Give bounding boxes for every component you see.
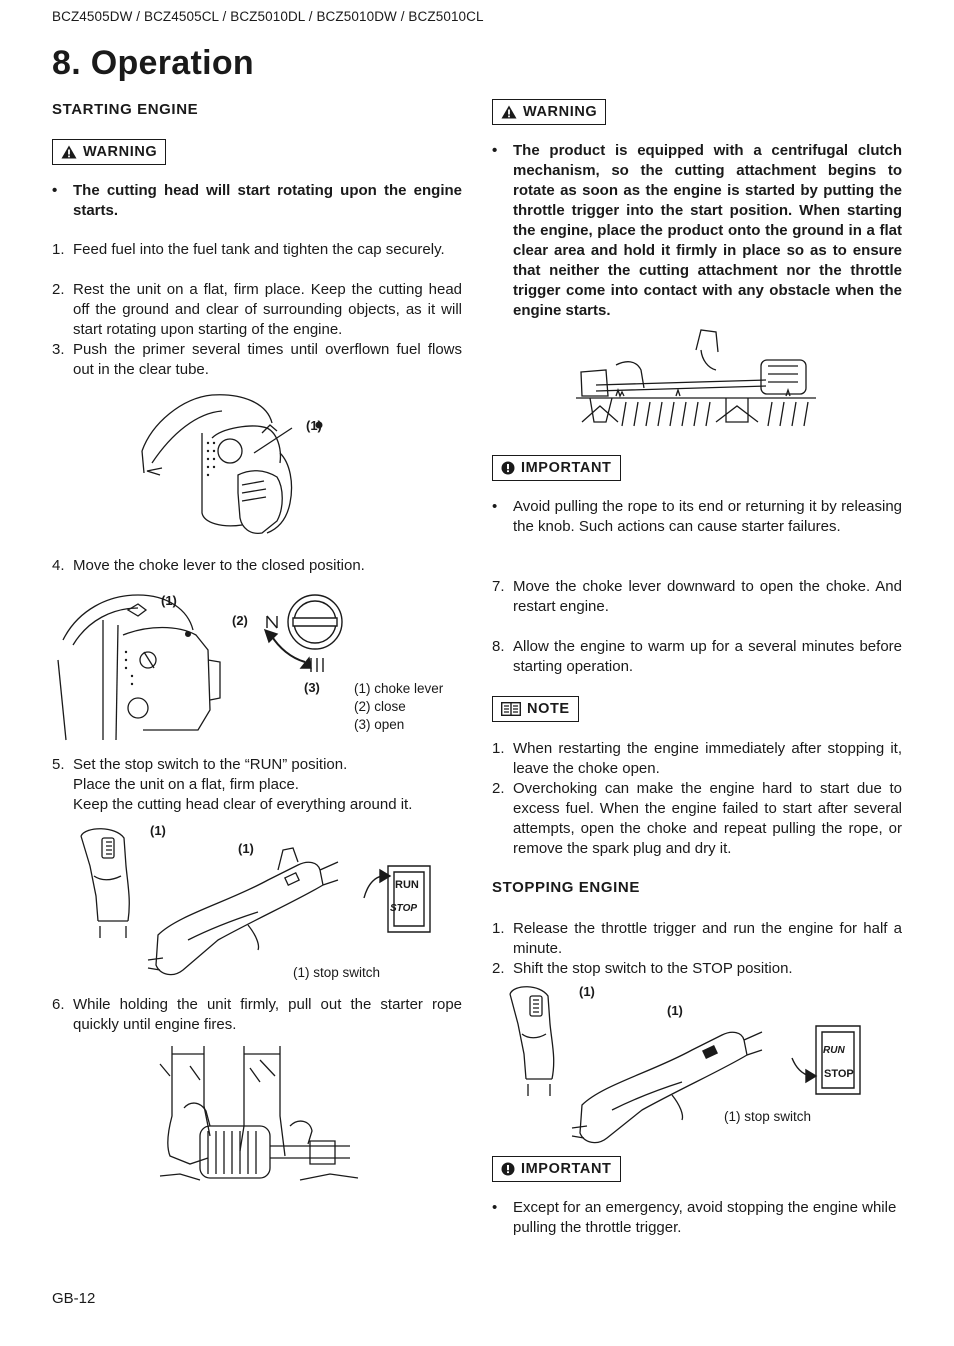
warning-label: WARNING xyxy=(523,104,598,120)
step-text: Push the primer several times until overflown fuel flows out in the clear tube. xyxy=(73,341,462,378)
step-number: 2. xyxy=(52,281,65,298)
fig3-caption: (1) stop switch xyxy=(293,965,381,980)
important-bullet xyxy=(492,497,902,537)
note-label: NOTE xyxy=(527,701,570,717)
step-text: Rest the unit on a flat, firm place. Keep the cutting head off the ground and clear of surrounding objects, as it will start rotating upon starting of the engine. xyxy=(73,281,462,338)
fig2-label-3: (3) xyxy=(304,680,320,695)
step-5-line-3: Keep the cutting head clear of everything around it. xyxy=(73,796,413,813)
step-5 xyxy=(52,755,462,815)
fig1-label-1: (1) xyxy=(306,418,322,433)
fig3-label-1: (1) xyxy=(150,823,166,838)
starting-engine-heading: STARTING ENGINE xyxy=(52,101,199,118)
choke-knob-diagram xyxy=(257,590,367,678)
note-number: 2. xyxy=(492,780,505,797)
step-text: Release the throttle trigger and run the engine for half a minute. xyxy=(513,920,902,957)
throttle-handle-illustration xyxy=(572,1020,762,1150)
fig4-label-1b: (1) xyxy=(667,1003,683,1018)
step-number: 6. xyxy=(52,996,65,1013)
step-5-line-1: Set the stop switch to the “RUN” position. xyxy=(73,756,348,773)
step-number: 8. xyxy=(492,638,505,655)
fig2-label-1: (1) xyxy=(161,593,177,608)
important-label: IMPORTANT xyxy=(521,460,612,476)
step-text: Allow the engine to warm up for a several minutes before starting operation. xyxy=(513,638,902,675)
step-number: 2. xyxy=(492,960,505,977)
step-1 xyxy=(52,240,462,260)
warning-badge-right xyxy=(492,99,606,125)
step-text: While holding the unit firmly, pull out the starter rope quickly until engine fires. xyxy=(73,996,462,1033)
important-bullet-text: Avoid pulling the rope to its end or returning it by releasing the knob. Such actions can cause starter failures. xyxy=(513,498,902,535)
header-models: BCZ4505DW / BCZ4505CL / BCZ5010DL / BCZ5010DW / BCZ5010CL xyxy=(52,9,484,24)
choke-lever-illustration xyxy=(58,590,228,742)
stopping-engine-heading: STOPPING ENGINE xyxy=(492,879,640,896)
handle-grip-illustration xyxy=(76,826,148,938)
exclamation-circle-icon xyxy=(501,1162,515,1176)
step-4 xyxy=(52,556,462,576)
note-2 xyxy=(492,779,902,859)
exclamation-circle-icon xyxy=(501,461,515,475)
page-title: 8. Operation xyxy=(52,44,254,82)
fig2-caption-2: (2) close xyxy=(354,699,406,714)
step-5-line-2: Place the unit on a flat, firm place. xyxy=(73,776,299,793)
step-number: 3. xyxy=(52,341,65,358)
fig4-caption: (1) stop switch xyxy=(724,1109,812,1124)
step-7 xyxy=(492,577,902,617)
important-badge xyxy=(492,455,621,481)
step-3 xyxy=(52,340,462,380)
step-text: Shift the stop switch to the STOP position. xyxy=(513,960,793,977)
stop-label: STOP xyxy=(824,1068,854,1080)
fig2-caption-1: (1) choke lever xyxy=(354,681,444,696)
step-number: 1. xyxy=(52,241,65,258)
important-bullet-2-text: Except for an emergency, avoid stopping the engine while pulling the throttle trigger. xyxy=(513,1199,897,1236)
note-text: When restarting the engine immediately after stopping it, leave the choke open. xyxy=(513,740,902,777)
step-number: 5. xyxy=(52,756,65,773)
warning-triangle-icon xyxy=(501,105,517,119)
centrifugal-clutch-warning xyxy=(492,141,902,321)
page-number: GB-12 xyxy=(52,1290,96,1307)
stop-step-2 xyxy=(492,959,902,979)
primer-bulb-illustration xyxy=(142,393,352,543)
step-number: 4. xyxy=(52,557,65,574)
fig3-label-1b: (1) xyxy=(238,841,254,856)
throttle-handle-illustration xyxy=(148,840,338,980)
bullet-mark: • xyxy=(492,498,498,515)
warning-triangle-icon xyxy=(61,145,77,159)
run-switch-diagram xyxy=(362,858,434,936)
important-label: IMPORTANT xyxy=(521,1161,612,1177)
fig4-label-1: (1) xyxy=(579,984,595,999)
stop-label: STOP xyxy=(390,903,418,914)
step-2 xyxy=(52,280,462,340)
step-number: 7. xyxy=(492,578,505,595)
step-number: 1. xyxy=(492,920,505,937)
handle-grip-illustration xyxy=(506,984,566,1096)
centrifugal-clutch-warning-text: The product is equipped with a centrifugal clutch mechanism, so the cutting attachment begins to rotate as soon as the engine is started by putting the throttle trigger into the start position. When starting the engine, place the product onto the ground in a flat clear area and hold it firmly in place so as to ensure that neither the cutting attachment nor the throttle trigger come into contact with any obstacle when the engine starts. xyxy=(513,142,902,319)
important-badge-2 xyxy=(492,1156,621,1182)
note-1 xyxy=(492,739,902,779)
stop-step-1 xyxy=(492,919,902,959)
bullet-mark: • xyxy=(492,142,498,159)
warning-bullet xyxy=(52,181,462,221)
step-text: Feed fuel into the fuel tank and tighten the cap securely. xyxy=(73,241,445,258)
stop-switch-diagram xyxy=(788,1022,864,1098)
important-bullet-2 xyxy=(492,1198,902,1238)
pulling-starter-rope-illustration xyxy=(160,1046,358,1186)
bullet-mark: • xyxy=(492,1199,498,1216)
fig2-caption-3: (3) open xyxy=(354,717,405,732)
fig2-label-2: (2) xyxy=(232,613,248,628)
run-label: RUN xyxy=(823,1045,845,1056)
step-text: Move the choke lever to the closed position. xyxy=(73,557,365,574)
unit-on-ground-illustration xyxy=(576,330,816,430)
bullet-mark: • xyxy=(52,182,58,199)
warning-bullet-text: The cutting head will start rotating upon the engine starts. xyxy=(73,182,462,219)
step-text: Move the choke lever downward to open the choke. And restart engine. xyxy=(513,578,902,615)
warning-label: WARNING xyxy=(83,144,158,160)
run-label: RUN xyxy=(395,879,419,891)
step-6 xyxy=(52,995,462,1035)
note-book-icon xyxy=(501,702,521,716)
note-number: 1. xyxy=(492,740,505,757)
step-8 xyxy=(492,637,902,677)
note-badge xyxy=(492,696,579,722)
note-text: Overchoking can make the engine hard to start due to excess fuel. When the engine failed to start after several attempts, open the choke and repeat pulling the rope, or remove the spark plug and dry it. xyxy=(513,780,902,857)
warning-badge xyxy=(52,139,166,165)
